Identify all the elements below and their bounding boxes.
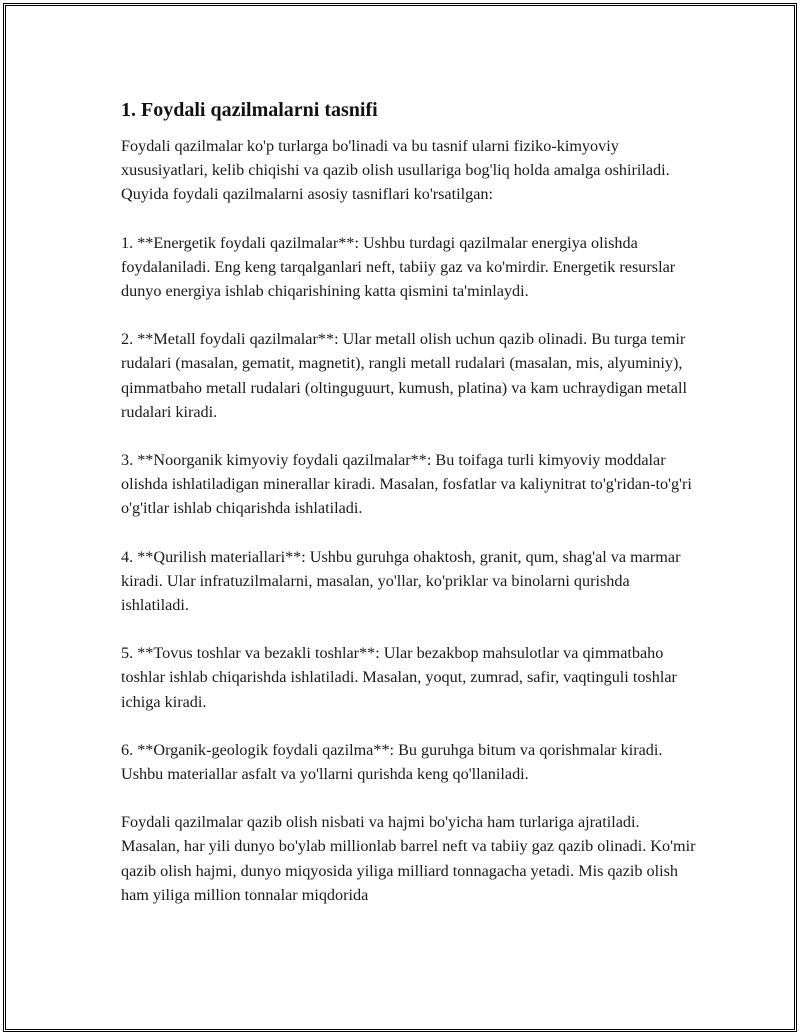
list-item-metal: 2. **Metall foydali qazilmalar**: Ular metall olish uchun qazib olinadi. Bu turga temir rudalari (masalan, gematit, magnetit), rangli metall rudalari (masalan, mis, alyuminiy), qimmatbaho metall rudalari (oltinguguurt, kumush, platina) va kam uchraydigan metall rudalari kiradi. — [121, 330, 687, 421]
list-item-energy: 1. **Energetik foydali qazilmalar**: Ushbu turdagi qazilmalar energiya olishda foydalaniladi. Eng keng tarqalganlari neft, tabiiy gaz va ko'mirdir. Energetik resurslar dunyo energiya ishlab chiqarishining katta qismini ta'minlaydi. — [121, 233, 676, 301]
list-item-gemstones: 5. **Tovus toshlar va bezakli toshlar**: Ular bezakbop mahsulotlar va qimmatbaho toshlar ishlab chiqarishda ishlatiladi. Masalan, yoqut, zumrad, safir, vaqtinguli toshlar ichiga kiradi. — [121, 644, 677, 711]
list-item-construction: 4. **Qurilish materiallari**: Ushbu guruhga ohaktosh, granit, qum, shag'al va marmar kiradi. Ular infratuzilmalarni, masalan, yo'llar, ko'priklar va binolarni qurishda ishlatiladi. — [121, 547, 681, 615]
document-title: 1. Foydali qazilmalarni tasnifi — [121, 99, 378, 121]
closing-paragraph: Foydali qazilmalar qazib olish nisbati va hajmi bo'yicha ham turlariga ajratiladi. Masalan, har yili dunyo bo'ylab millionlab barrel neft va tabiiy gaz qazib olinadi. Ko'mir qazib olish hajmi, dunyo miqyosida yiliga milliard tonnagacha yetadi. Mis qazib olish ham yiliga million tonnalar miqdorida — [121, 813, 696, 904]
intro-paragraph: Foydali qazilmalar ko'p turlarga bo'linadi va bu tasnif ularni fiziko-kimyoviy xususiyatlari, kelib chiqishi va qazib olish usullariga bog'liq holda amalga oshiriladi. Quyida foydali qazilmalarni asosiy tasniflari ko'rsatilgan: — [121, 137, 670, 204]
list-item-organic: 6. **Organik-geologik foydali qazilma**: Bu guruhga bitum va qorishmalar kiradi. Ushbu materiallar asfalt va yo'llarni qurishda keng qo'llaniladi. — [121, 740, 663, 784]
list-item-chemical: 3. **Noorganik kimyoviy foydali qazilmalar**: Bu toifaga turli kimyoviy moddalar olishda ishlatiladigan minerallar kiradi. Masalan, fosfatlar va kaliynitrat to'g'ridan-to'g'ri o'g'itlar ishlab chiqarishda ishlatiladi. — [121, 451, 692, 518]
document-body — [121, 96, 701, 907]
document-page — [3, 3, 797, 1032]
